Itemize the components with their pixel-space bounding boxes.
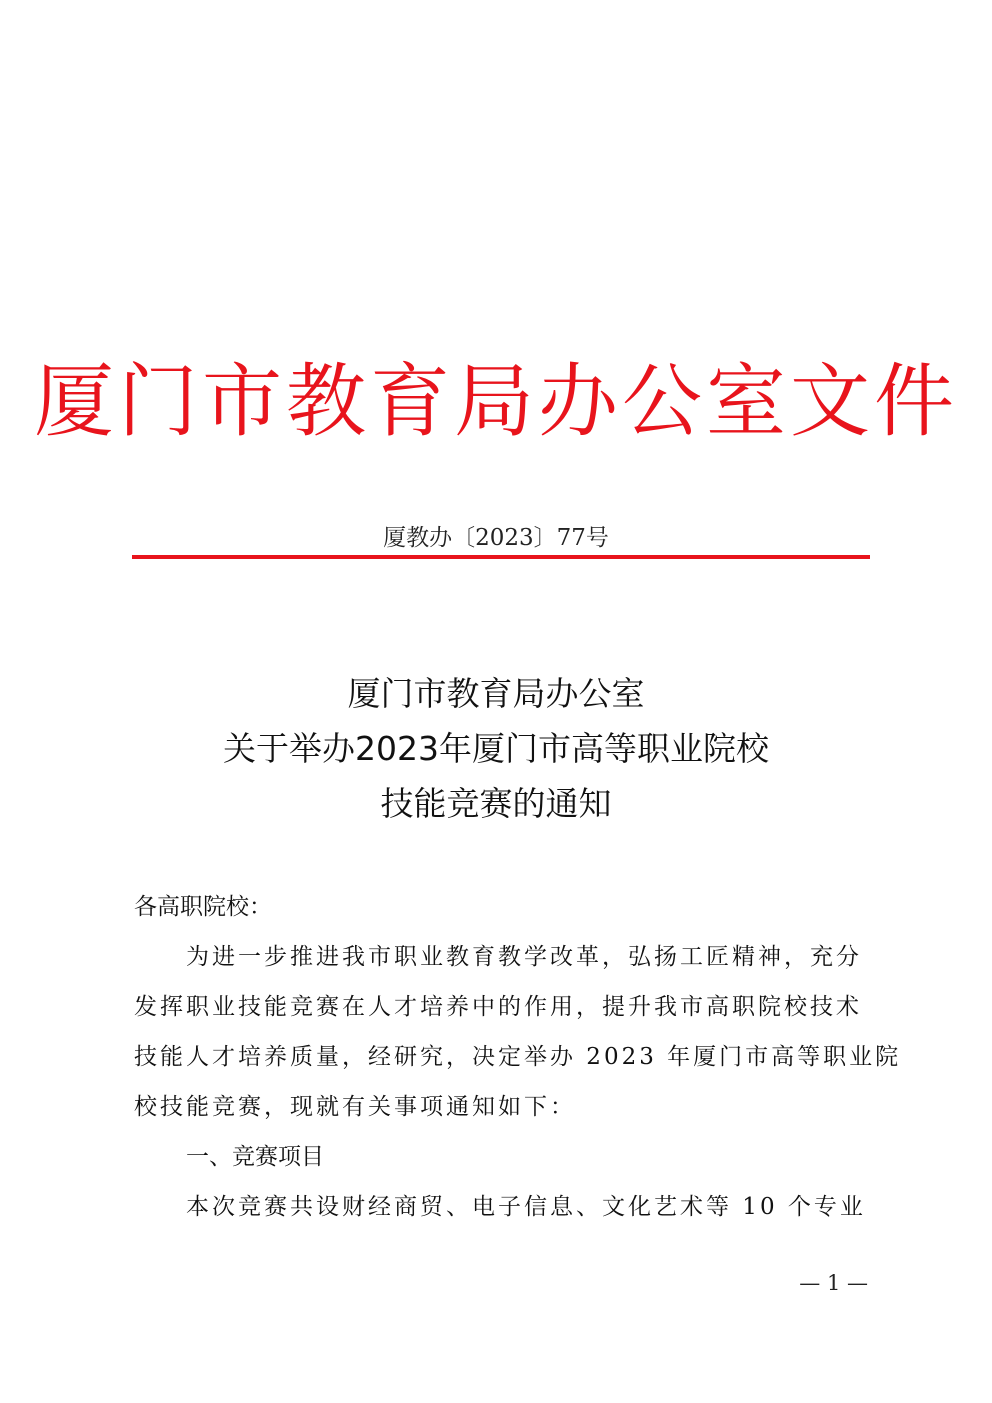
red-divider-line	[132, 555, 870, 559]
section-heading: 一、竞赛项目	[186, 1144, 324, 1170]
paragraph-line: 技能人才培养质量，经研究，决定举办 2023 年厦门市高等职业院	[134, 1044, 902, 1070]
paragraph-line: 为进一步推进我市职业教育教学改革，弘扬工匠精神，充分	[186, 944, 862, 970]
paragraph-line: 校技能竞赛，现就有关事项通知如下：	[134, 1094, 576, 1120]
paragraph-intro	[134, 932, 902, 1132]
masthead-title: 厦门市教育局办公室文件	[34, 355, 958, 448]
document-number: 厦教办〔2023〕77号	[383, 525, 609, 551]
paragraph-competition: 本次竞赛共设财经商贸、电子信息、文化艺术等 10 个专业	[186, 1194, 866, 1220]
title-line-2: 关于举办2023年厦门市高等职业院校	[223, 729, 769, 768]
title-line-1: 厦门市教育局办公室	[347, 674, 645, 713]
notice-title	[0, 666, 992, 831]
page-number: — 1 —	[799, 1271, 868, 1295]
notice-body	[134, 882, 902, 1232]
paragraph-line: 发挥职业技能竞赛在人才培养中的作用，提升我市高职院校技术	[134, 994, 862, 1020]
salutation: 各高职院校：	[134, 894, 272, 920]
title-line-3: 技能竞赛的通知	[380, 784, 612, 823]
